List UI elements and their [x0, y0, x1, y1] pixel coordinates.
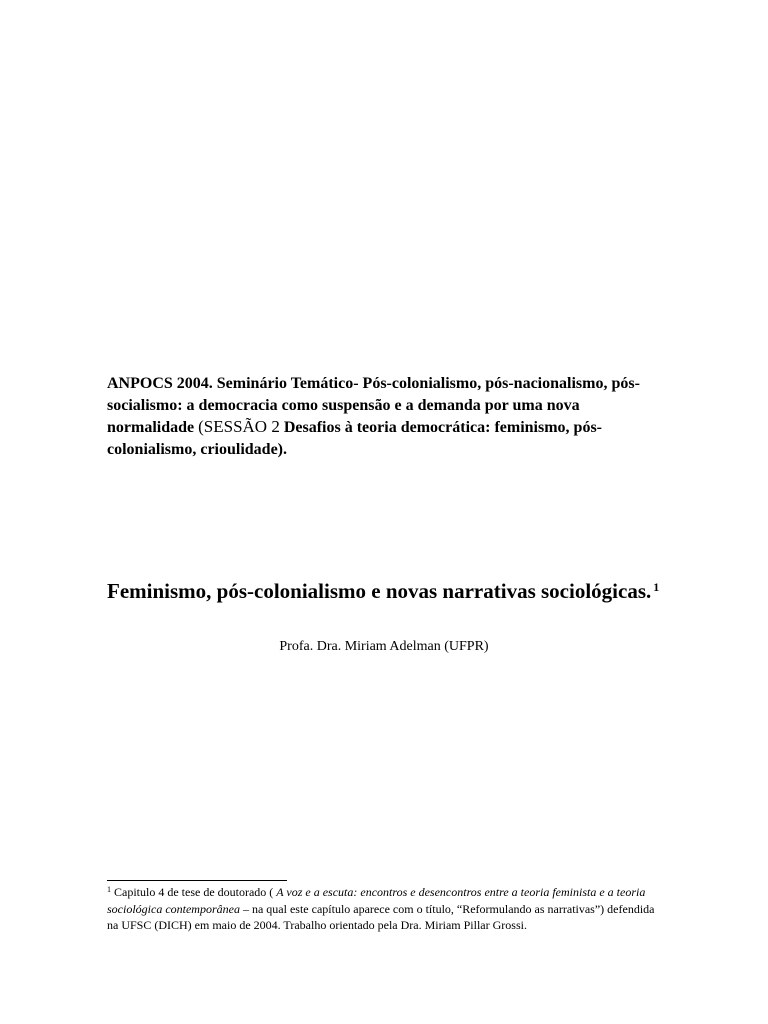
footnote-text-end: – na qual este capítulo aparece com o título, “Reformulando as narrativas”) defendida na UFSC (DICH) em maio de 2004. Trabalho orientado pela Dra. Miriam Pillar Grossi.	[107, 901, 655, 932]
title-footnote-marker: 1	[653, 580, 660, 594]
session-header-bold: ANPOCS 2004. Seminário Temático- Pós-colonialismo, pós-nacionalismo, pós-socialismo: a democracia como suspensão e a demanda por uma nova normalidade	[107, 375, 640, 436]
footnote-text-start: Capitulo 4 de tese de doutorado (	[114, 885, 277, 899]
footnote-marker: 1	[107, 885, 111, 894]
session-header-bold-end: Desafios à teoria democrática: feminismo, pós-colonialismo, crioulidade).	[107, 419, 602, 458]
footnote	[107, 884, 667, 934]
footnote-italic-title: A voz e a escuta: encontros e desencontros entre a teoria feminista e a teoria sociológica contemporânea	[107, 885, 646, 916]
session-header-regular: (SESSÃO 2	[198, 417, 280, 436]
paper-title-text: Feminismo, pós-colonialismo e novas narrativas sociológicas.	[107, 579, 652, 603]
paper-title	[107, 578, 707, 604]
footnote-divider	[107, 880, 287, 881]
author-line: Profa. Dra. Miriam Adelman (UFPR)	[279, 639, 489, 654]
session-header	[107, 373, 667, 460]
